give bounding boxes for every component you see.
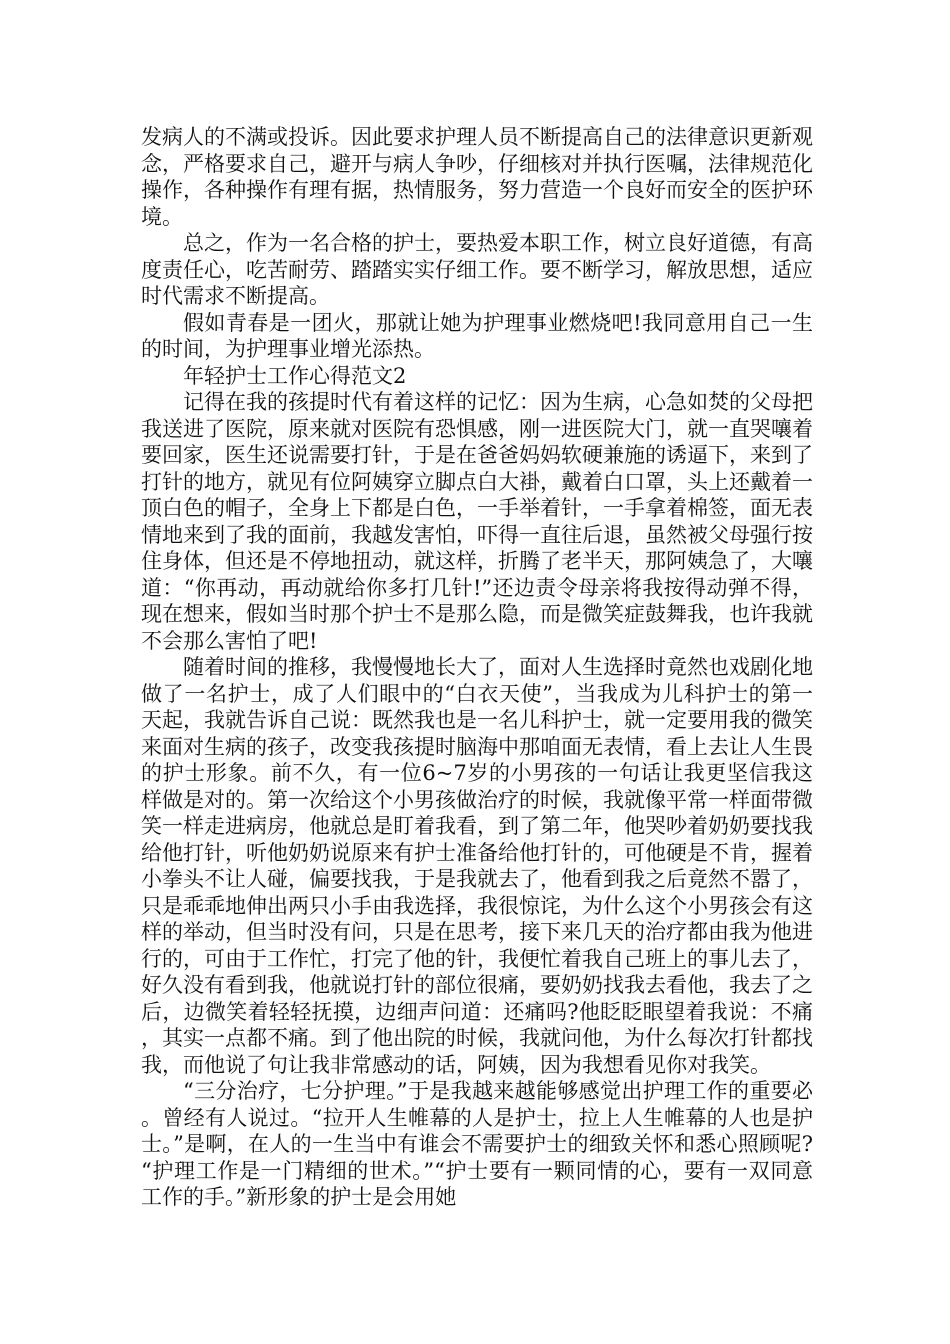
section-heading: 年轻护士工作心得范文2 [183,363,407,388]
paragraph-legal-awareness: 发病人的不满或投诉。因此要求护理人员不断提高自己的法律意识更新观念，严格要求自己，避开与病人争吵，仔细核对并执行医嘱，法律规范化操作，各种操作有理有据，热情服务，努力营造一个良好而安全的医护环境。 [141,125,813,229]
paragraph-childhood-memory: 记得在我的孩提时代有着这样的记忆：因为生病，心急如焚的父母把我送进了医院，原来就对医院有恐惧感，刚一进医院大门，就一直哭嚷着要回家，医生还说需要打针，于是在爸爸妈妈软硬兼施的诱逼下，来到了打针的地方，就见有位阿姨穿立脚点白大褂，戴着白口罩，头上还戴着一顶白色的帽子，全身上下都是白色，一手举着针，一手拿着棉签，面无表情地来到了我的面前，我越发害怕，吓得一直往后退，虽然被父母强行按住身体，但还是不停地扭动，就这样，折腾了老半天，那阿姨急了，大嚷道：“你再动，再动就给你多打几针!”还边责令母亲将我按得动弹不得，现在想来，假如当时那个护士不是那么隐，而是微笑症鼓舞我，也许我就不会那么害怕了吧! [141,390,813,653]
paragraph-becoming-nurse: 随着时间的推移，我慢慢地长大了，面对人生选择时竟然也戏剧化地做了一名护士，成了人们眼中的“白衣天使”，当我成为儿科护士的第一天起，我就告诉自己说：既然我也是一名儿科护士，就一定要用我的微笑来面对生病的孩子，改变我孩提时脑海中那咱面无表情，看上去让人生畏的护士形象。前不久，有一位6~7岁的小男孩的一句话让我更坚信我这样做是对的。第一次给这个小男孩做治疗的时候，我就像平常一样面带微笑一样走进病房，他就总是盯着我看，到了第二年，他哭吵着奶奶要找我给他打针，听他奶奶说原来有护士准备给他打针的，可他硬是不肯，握着小拳头不让人碰，偏要找我，于是我就去了，他看到我之后竟然不嚣了，只是乖乖地伸出两只小手由我选择，我很惊诧，为什么这个小男孩会有这样的举动，但当时没有问，只是在思考，接下来几天的治疗都由我为他进行的，可由于工作忙，打完了他的针，我便忙着我自己班上的事儿去了，好久没有看到我，他就说打针的部位很痛，要奶奶找我去看他，我去了之后，边微笑着轻轻抚摸，边细声问道：还痛吗?他眨眨眼望着我说：不痛，其实一点都不痛。到了他出院的时候，我就问他，为什么每次打针都找我，而他说了句让我非常感动的话，阿姨，因为我想看见你对我笑。 [141,655,813,1077]
document-page [141,124,813,1211]
paragraph-nursing-importance: “三分治疗，七分护理。”于是我越来越能够感觉出护理工作的重要必。曾经有人说过。“拉开人生帷幕的人是护士，拉上人生帷幕的人也是护士。”是啊，在人的一生当中有谁会不需要护士的细致关怀和悉心照顾呢?“护理工作是一门精细的世术。”“护士要有一颗同情的心，要有一双同意工作的手。”新形象的护士是会用她 [141,1079,813,1209]
paragraph-youth: 假如青春是一团火，那就让她为护理事业燃烧吧!我同意用自己一生的时间，为护理事业增光添热。 [141,310,813,361]
paragraph-summary: 总之，作为一名合格的护士，要热爱本职工作，树立良好道德，有高度责任心，吃苦耐劳、踏踏实实仔细工作。要不断学习，解放思想，适应时代需求不断提高。 [141,231,813,308]
